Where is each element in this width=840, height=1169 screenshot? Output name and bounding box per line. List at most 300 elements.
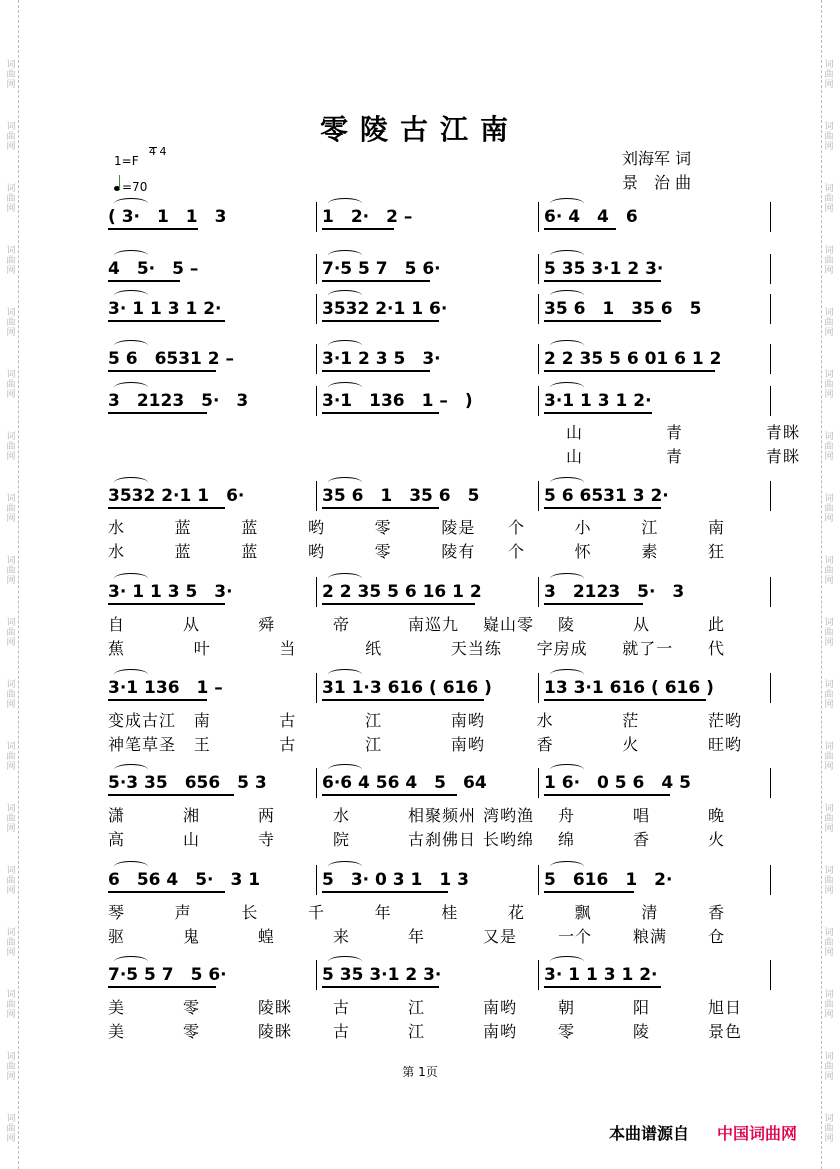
- lyric-word: 就了一: [622, 639, 674, 658]
- lyric-word: 素: [641, 542, 659, 561]
- beam-line: [544, 320, 661, 322]
- lyric-word: 陵: [633, 1022, 651, 1041]
- watermark-text: 词曲网: [824, 494, 834, 524]
- slur-mark: [328, 861, 362, 872]
- barline: [316, 254, 317, 284]
- lyric-word: 两: [258, 806, 276, 825]
- beam-line: [544, 370, 715, 372]
- lyric-word: 字房成: [536, 639, 588, 658]
- slur-mark: [328, 956, 362, 967]
- slur-mark: [328, 382, 362, 393]
- watermark-text: 词曲网: [6, 866, 16, 896]
- tempo-value: =70: [122, 180, 148, 194]
- beam-line: [322, 603, 475, 605]
- measure: 2 2 35 5 6 16 1 2: [322, 582, 482, 602]
- measure: 5 35 3·1 2 3·: [544, 259, 664, 279]
- tempo-mark: [114, 180, 147, 194]
- watermark-text: 词曲网: [824, 184, 834, 214]
- lyric-word: 水: [108, 542, 126, 561]
- barline: [316, 202, 317, 232]
- lyric-word: 古: [333, 1022, 351, 1041]
- beam-line: [544, 507, 661, 509]
- lyric-word: 飘: [574, 903, 592, 922]
- lyric-word: 江: [408, 998, 426, 1017]
- lyric-word: 蓝: [241, 542, 259, 561]
- lyric-word: 蓝: [174, 542, 192, 561]
- slur-mark: [328, 250, 362, 261]
- lyric-word: 此: [708, 615, 726, 634]
- barline: [316, 960, 317, 990]
- beam-line: [322, 891, 448, 893]
- measure: 1 6· 0 5 6 4 5: [544, 773, 691, 793]
- lyricist-credit: 刘海军 词: [622, 149, 692, 168]
- measure: 2 2 35 5 6 01 6 1 2: [544, 349, 722, 369]
- barline: [538, 768, 539, 798]
- lyric-word: 水: [333, 806, 351, 825]
- lyric-word: 哟: [308, 542, 326, 561]
- slur-mark: [550, 669, 584, 680]
- lyric-word: 蓝: [174, 518, 192, 537]
- slur-mark: [550, 573, 584, 584]
- lyric-word: 零: [374, 542, 392, 561]
- page-number: 第 1页: [402, 1065, 438, 1079]
- lyric-word: 青: [666, 447, 684, 466]
- score-row: [108, 768, 768, 798]
- lyric-word: 清: [641, 903, 659, 922]
- beam-line: [108, 280, 180, 282]
- lyric-word: 旭日: [708, 998, 743, 1017]
- barline: [770, 294, 771, 324]
- score-row: [108, 202, 768, 232]
- lyric-word: 陵眯: [258, 998, 293, 1017]
- measure: 35 6 1 35 6 5: [544, 299, 702, 319]
- lyric-word: 山: [566, 423, 584, 442]
- watermark-text: 词曲网: [6, 618, 16, 648]
- slur-mark: [114, 669, 148, 680]
- lyric-word: 年: [374, 903, 392, 922]
- lyric-word: 青眯: [766, 423, 801, 442]
- lyric-word: 纸: [365, 639, 383, 658]
- barline: [770, 673, 771, 703]
- lyric-word: 古: [279, 711, 297, 730]
- beam-line: [322, 699, 484, 701]
- lyric-word: 琴: [108, 903, 126, 922]
- lyric-word: 火: [708, 830, 726, 849]
- lyric-word: 叶: [193, 639, 211, 658]
- barline: [770, 344, 771, 374]
- slur-mark: [328, 290, 362, 301]
- watermark-text: 词曲网: [6, 928, 16, 958]
- key-signature: 1=F: [114, 154, 139, 168]
- lyric-word: 舟: [558, 806, 576, 825]
- beam-line: [108, 891, 225, 893]
- lyric-word: 个: [508, 542, 526, 561]
- lyric-word: 香: [536, 735, 554, 754]
- slur-mark: [114, 198, 148, 209]
- score-row: [108, 481, 768, 511]
- measure: 3·1 136 1 – ): [322, 391, 473, 411]
- lyric-word: 江: [365, 711, 383, 730]
- measure: 3· 1 1 3 5 3·: [108, 582, 233, 602]
- beam-line: [108, 228, 198, 230]
- slur-mark: [114, 382, 148, 393]
- beam-line: [544, 280, 661, 282]
- lyric-word: 零: [183, 1022, 201, 1041]
- watermark-text: 词曲网: [6, 1114, 16, 1144]
- lyric-word: 美: [108, 998, 126, 1017]
- watermark-text: 词曲网: [6, 246, 16, 276]
- measure: 3532 2·1 1 6·: [108, 486, 245, 506]
- source-label: 本曲谱源自: [609, 1124, 690, 1143]
- lyric-word: 水: [536, 711, 554, 730]
- watermark-text: 词曲网: [824, 432, 834, 462]
- watermark-text: 词曲网: [824, 866, 834, 896]
- lyric-word: 朝: [558, 998, 576, 1017]
- lyric-word: 南哟: [483, 998, 518, 1017]
- beam-line: [544, 412, 652, 414]
- lyric-word: 江: [365, 735, 383, 754]
- watermark-text: 词曲网: [824, 618, 834, 648]
- slur-mark: [328, 573, 362, 584]
- barline: [538, 344, 539, 374]
- lyric-word: 个: [508, 518, 526, 537]
- lyric-word: 高: [108, 830, 126, 849]
- lyric-word: 粮满: [633, 927, 668, 946]
- lyric-word: 湾哟渔: [483, 806, 535, 825]
- barline: [316, 673, 317, 703]
- measure: 3·1 1 3 1 2·: [544, 391, 652, 411]
- barline: [538, 865, 539, 895]
- measure: 3·1 136 1 –: [108, 678, 223, 698]
- measure: 5 35 3·1 2 3·: [322, 965, 442, 985]
- watermark-text: 词曲网: [824, 804, 834, 834]
- measure: 3· 1 1 3 1 2·: [544, 965, 658, 985]
- lyric-word: 潇: [108, 806, 126, 825]
- watermark-text: 词曲网: [6, 742, 16, 772]
- watermark-text: 词曲网: [6, 432, 16, 462]
- beam-line: [108, 986, 216, 988]
- composer-credit: 景 治 曲: [622, 173, 692, 192]
- lyric-word: 天当练: [450, 639, 502, 658]
- watermark-text: 词曲网: [824, 680, 834, 710]
- lyric-word: 鬼: [183, 927, 201, 946]
- watermark-text: 词曲网: [6, 990, 16, 1020]
- lyric-word: 桂: [441, 903, 459, 922]
- beam-line: [108, 699, 207, 701]
- beam-line: [544, 699, 706, 701]
- barline: [538, 960, 539, 990]
- barline: [538, 254, 539, 284]
- watermark-text: 词曲网: [6, 1052, 16, 1082]
- lyric-word: 江: [641, 518, 659, 537]
- time-signature: [149, 146, 167, 158]
- slur-mark: [550, 340, 584, 351]
- lyric-word: 相聚频州: [408, 806, 477, 825]
- measure: 3 2123 5· 3: [108, 391, 249, 411]
- measure: 5 616 1 2·: [544, 870, 673, 890]
- score-row: [108, 960, 768, 990]
- lyric-word: 神笔草圣: [108, 735, 177, 754]
- barline: [770, 202, 771, 232]
- score-row: [108, 344, 768, 374]
- lyric-word: 陵: [558, 615, 576, 634]
- slur-mark: [550, 861, 584, 872]
- watermark-text: 词曲网: [824, 1114, 834, 1144]
- measure: 1 2· 2 –: [322, 207, 413, 227]
- lyric-word: 变成古江: [108, 711, 177, 730]
- barline: [316, 865, 317, 895]
- lyric-word: 院: [333, 830, 351, 849]
- lyric-word: 唱: [633, 806, 651, 825]
- lyric-word: 香: [633, 830, 651, 849]
- lyric-word: 年: [408, 927, 426, 946]
- score-row: [108, 386, 768, 416]
- slur-mark: [550, 250, 584, 261]
- lyric-word: 自: [108, 615, 126, 634]
- beam-line: [108, 320, 225, 322]
- measure: 5·3 35 656 5 3: [108, 773, 267, 793]
- barline: [538, 481, 539, 511]
- score-row: [108, 294, 768, 324]
- lyric-word: 茫: [622, 711, 640, 730]
- beam-line: [108, 412, 207, 414]
- lyric-word: 从: [633, 615, 651, 634]
- slur-mark: [328, 764, 362, 775]
- measure: 3· 1 1 3 1 2·: [108, 299, 222, 319]
- beam-line: [544, 603, 643, 605]
- lyric-word: 山: [183, 830, 201, 849]
- lyric-word: 香: [708, 903, 726, 922]
- lyric-word: 南: [193, 711, 211, 730]
- watermark-text: 词曲网: [824, 990, 834, 1020]
- lyric-word: 南哟: [450, 735, 485, 754]
- lyric-word: 古刹佛日: [408, 830, 477, 849]
- watermark-text: 词曲网: [6, 370, 16, 400]
- beam-line: [544, 986, 661, 988]
- lyric-word: 代: [708, 639, 726, 658]
- slur-mark: [328, 340, 362, 351]
- lyric-word: 怀: [574, 542, 592, 561]
- meter-bottom: 4: [159, 145, 167, 158]
- measure: 5 6 6531 2 –: [108, 349, 235, 369]
- watermark-text: 词曲网: [6, 680, 16, 710]
- beam-line: [108, 603, 225, 605]
- song-title: 零陵古江南: [319, 113, 520, 146]
- lyric-word: 帝: [333, 615, 351, 634]
- watermark-text: 词曲网: [824, 60, 834, 90]
- slur-mark: [550, 956, 584, 967]
- barline: [316, 481, 317, 511]
- barline: [770, 481, 771, 511]
- lyric-word: 山: [566, 447, 584, 466]
- beam-line: [322, 986, 439, 988]
- lyric-word: 舜: [258, 615, 276, 634]
- right-margin-strip: [821, 0, 834, 1169]
- barline: [316, 577, 317, 607]
- measure: 13 3·1 616 ( 616 ): [544, 678, 714, 698]
- slur-mark: [550, 477, 584, 488]
- lyric-word: 蕉: [108, 639, 126, 658]
- lyric-word: 嶷山零: [483, 615, 535, 634]
- barline: [770, 254, 771, 284]
- slur-mark: [114, 340, 148, 351]
- measure: 3532 2·1 1 6·: [322, 299, 448, 319]
- measure: 7·5 5 7 5 6·: [108, 965, 227, 985]
- barline: [770, 865, 771, 895]
- barline: [316, 294, 317, 324]
- lyric-word: 小: [574, 518, 592, 537]
- watermark-text: 词曲网: [6, 308, 16, 338]
- watermark-text: 词曲网: [6, 804, 16, 834]
- watermark-text: 词曲网: [824, 928, 834, 958]
- left-margin-strip: [6, 0, 19, 1169]
- barline: [770, 386, 771, 416]
- slur-mark: [114, 861, 148, 872]
- beam-line: [544, 891, 634, 893]
- lyric-word: 从: [183, 615, 201, 634]
- measure: 35 6 1 35 6 5: [322, 486, 480, 506]
- watermark-text: 词曲网: [824, 246, 834, 276]
- beam-line: [322, 228, 394, 230]
- watermark-text: 词曲网: [6, 494, 16, 524]
- lyric-word: 驱: [108, 927, 126, 946]
- barline: [538, 577, 539, 607]
- lyric-word: 仓: [708, 927, 726, 946]
- site-name[interactable]: 中国词曲网: [717, 1124, 798, 1143]
- watermark-text: 词曲网: [824, 742, 834, 772]
- measure: 5 6 6531 3 2·: [544, 486, 669, 506]
- barline: [538, 673, 539, 703]
- slur-mark: [550, 290, 584, 301]
- slur-mark: [114, 573, 148, 584]
- measure: ( 3· 1 1 3: [108, 207, 227, 227]
- lyric-word: 声: [174, 903, 192, 922]
- lyric-word: 哟: [308, 518, 326, 537]
- slur-mark: [114, 764, 148, 775]
- beam-line: [322, 794, 457, 796]
- barline: [538, 294, 539, 324]
- lyric-word: 南: [708, 518, 726, 537]
- lyric-word: 花: [508, 903, 526, 922]
- measure: 6·6 4 56 4 5 64: [322, 773, 487, 793]
- measure: 31 1·3 616 ( 616 ): [322, 678, 492, 698]
- quarter-note-icon: [114, 186, 120, 191]
- barline: [316, 386, 317, 416]
- slur-mark: [114, 290, 148, 301]
- watermark-text: 词曲网: [6, 184, 16, 214]
- barline: [316, 768, 317, 798]
- lyric-word: 水: [108, 518, 126, 537]
- lyric-word: 江: [408, 1022, 426, 1041]
- slur-mark: [550, 764, 584, 775]
- lyric-word: 旺哟: [708, 735, 743, 754]
- barline: [770, 768, 771, 798]
- meter-top: 4: [149, 145, 156, 158]
- beam-line: [322, 370, 430, 372]
- slur-mark: [550, 382, 584, 393]
- score-row: [108, 254, 768, 284]
- lyric-word: 来: [333, 927, 351, 946]
- beam-line: [322, 320, 439, 322]
- lyric-word: 陵眯: [258, 1022, 293, 1041]
- lyric-word: 美: [108, 1022, 126, 1041]
- lyric-word: 茫哟: [708, 711, 743, 730]
- slur-mark: [550, 198, 584, 209]
- watermark-text: 词曲网: [6, 556, 16, 586]
- lyric-word: 陵是: [441, 518, 476, 537]
- watermark-text: 词曲网: [6, 60, 16, 90]
- watermark-text: 词曲网: [824, 122, 834, 152]
- lyric-word: 陵有: [441, 542, 476, 561]
- measure: 5 3· 0 3 1 1 3: [322, 870, 469, 890]
- lyric-word: 南巡九: [408, 615, 460, 634]
- lyric-word: 零: [374, 518, 392, 537]
- beam-line: [322, 412, 439, 414]
- measure: 7·5 5 7 5 6·: [322, 259, 441, 279]
- lyric-word: 青: [666, 423, 684, 442]
- lyric-word: 零: [558, 1022, 576, 1041]
- slur-mark: [328, 198, 362, 209]
- lyric-word: 千: [308, 903, 326, 922]
- measure: 6 56 4 5· 3 1: [108, 870, 261, 890]
- beam-line: [108, 507, 225, 509]
- lyric-word: 王: [193, 735, 211, 754]
- watermark-text: 词曲网: [6, 122, 16, 152]
- lyric-word: 零: [183, 998, 201, 1017]
- barline: [538, 386, 539, 416]
- lyric-word: 南哟: [483, 1022, 518, 1041]
- barline: [770, 577, 771, 607]
- lyric-word: 景色: [708, 1022, 743, 1041]
- lyric-word: 绵: [558, 830, 576, 849]
- barline: [316, 344, 317, 374]
- lyric-word: 寺: [258, 830, 276, 849]
- measure: 6· 4 4 6: [544, 207, 638, 227]
- lyric-word: 长哟绵: [483, 830, 535, 849]
- watermark-text: 词曲网: [824, 1052, 834, 1082]
- score-row: [108, 577, 768, 607]
- lyric-word: 当: [279, 639, 297, 658]
- slur-mark: [328, 669, 362, 680]
- slur-mark: [114, 956, 148, 967]
- watermark-text: 词曲网: [824, 370, 834, 400]
- lyric-word: 狂: [708, 542, 726, 561]
- beam-line: [108, 370, 216, 372]
- lyric-word: 一个: [558, 927, 593, 946]
- watermark-text: 词曲网: [824, 556, 834, 586]
- lyric-word: 长: [241, 903, 259, 922]
- beam-line: [544, 794, 670, 796]
- slur-mark: [114, 477, 148, 488]
- slur-mark: [328, 477, 362, 488]
- beam-line: [322, 280, 430, 282]
- measure: 3 2123 5· 3: [544, 582, 685, 602]
- lyric-word: 晚: [708, 806, 726, 825]
- lyric-word: 南哟: [450, 711, 485, 730]
- measure: 4 5· 5 –: [108, 259, 199, 279]
- slur-mark: [114, 250, 148, 261]
- barline: [538, 202, 539, 232]
- beam-line: [322, 507, 439, 509]
- lyric-word: 阳: [633, 998, 651, 1017]
- score-row: [108, 865, 768, 895]
- barline: [770, 960, 771, 990]
- score-row: [108, 673, 768, 703]
- watermark-text: 词曲网: [824, 308, 834, 338]
- beam-line: [108, 794, 234, 796]
- lyric-word: 青眯: [766, 447, 801, 466]
- lyric-word: 火: [622, 735, 640, 754]
